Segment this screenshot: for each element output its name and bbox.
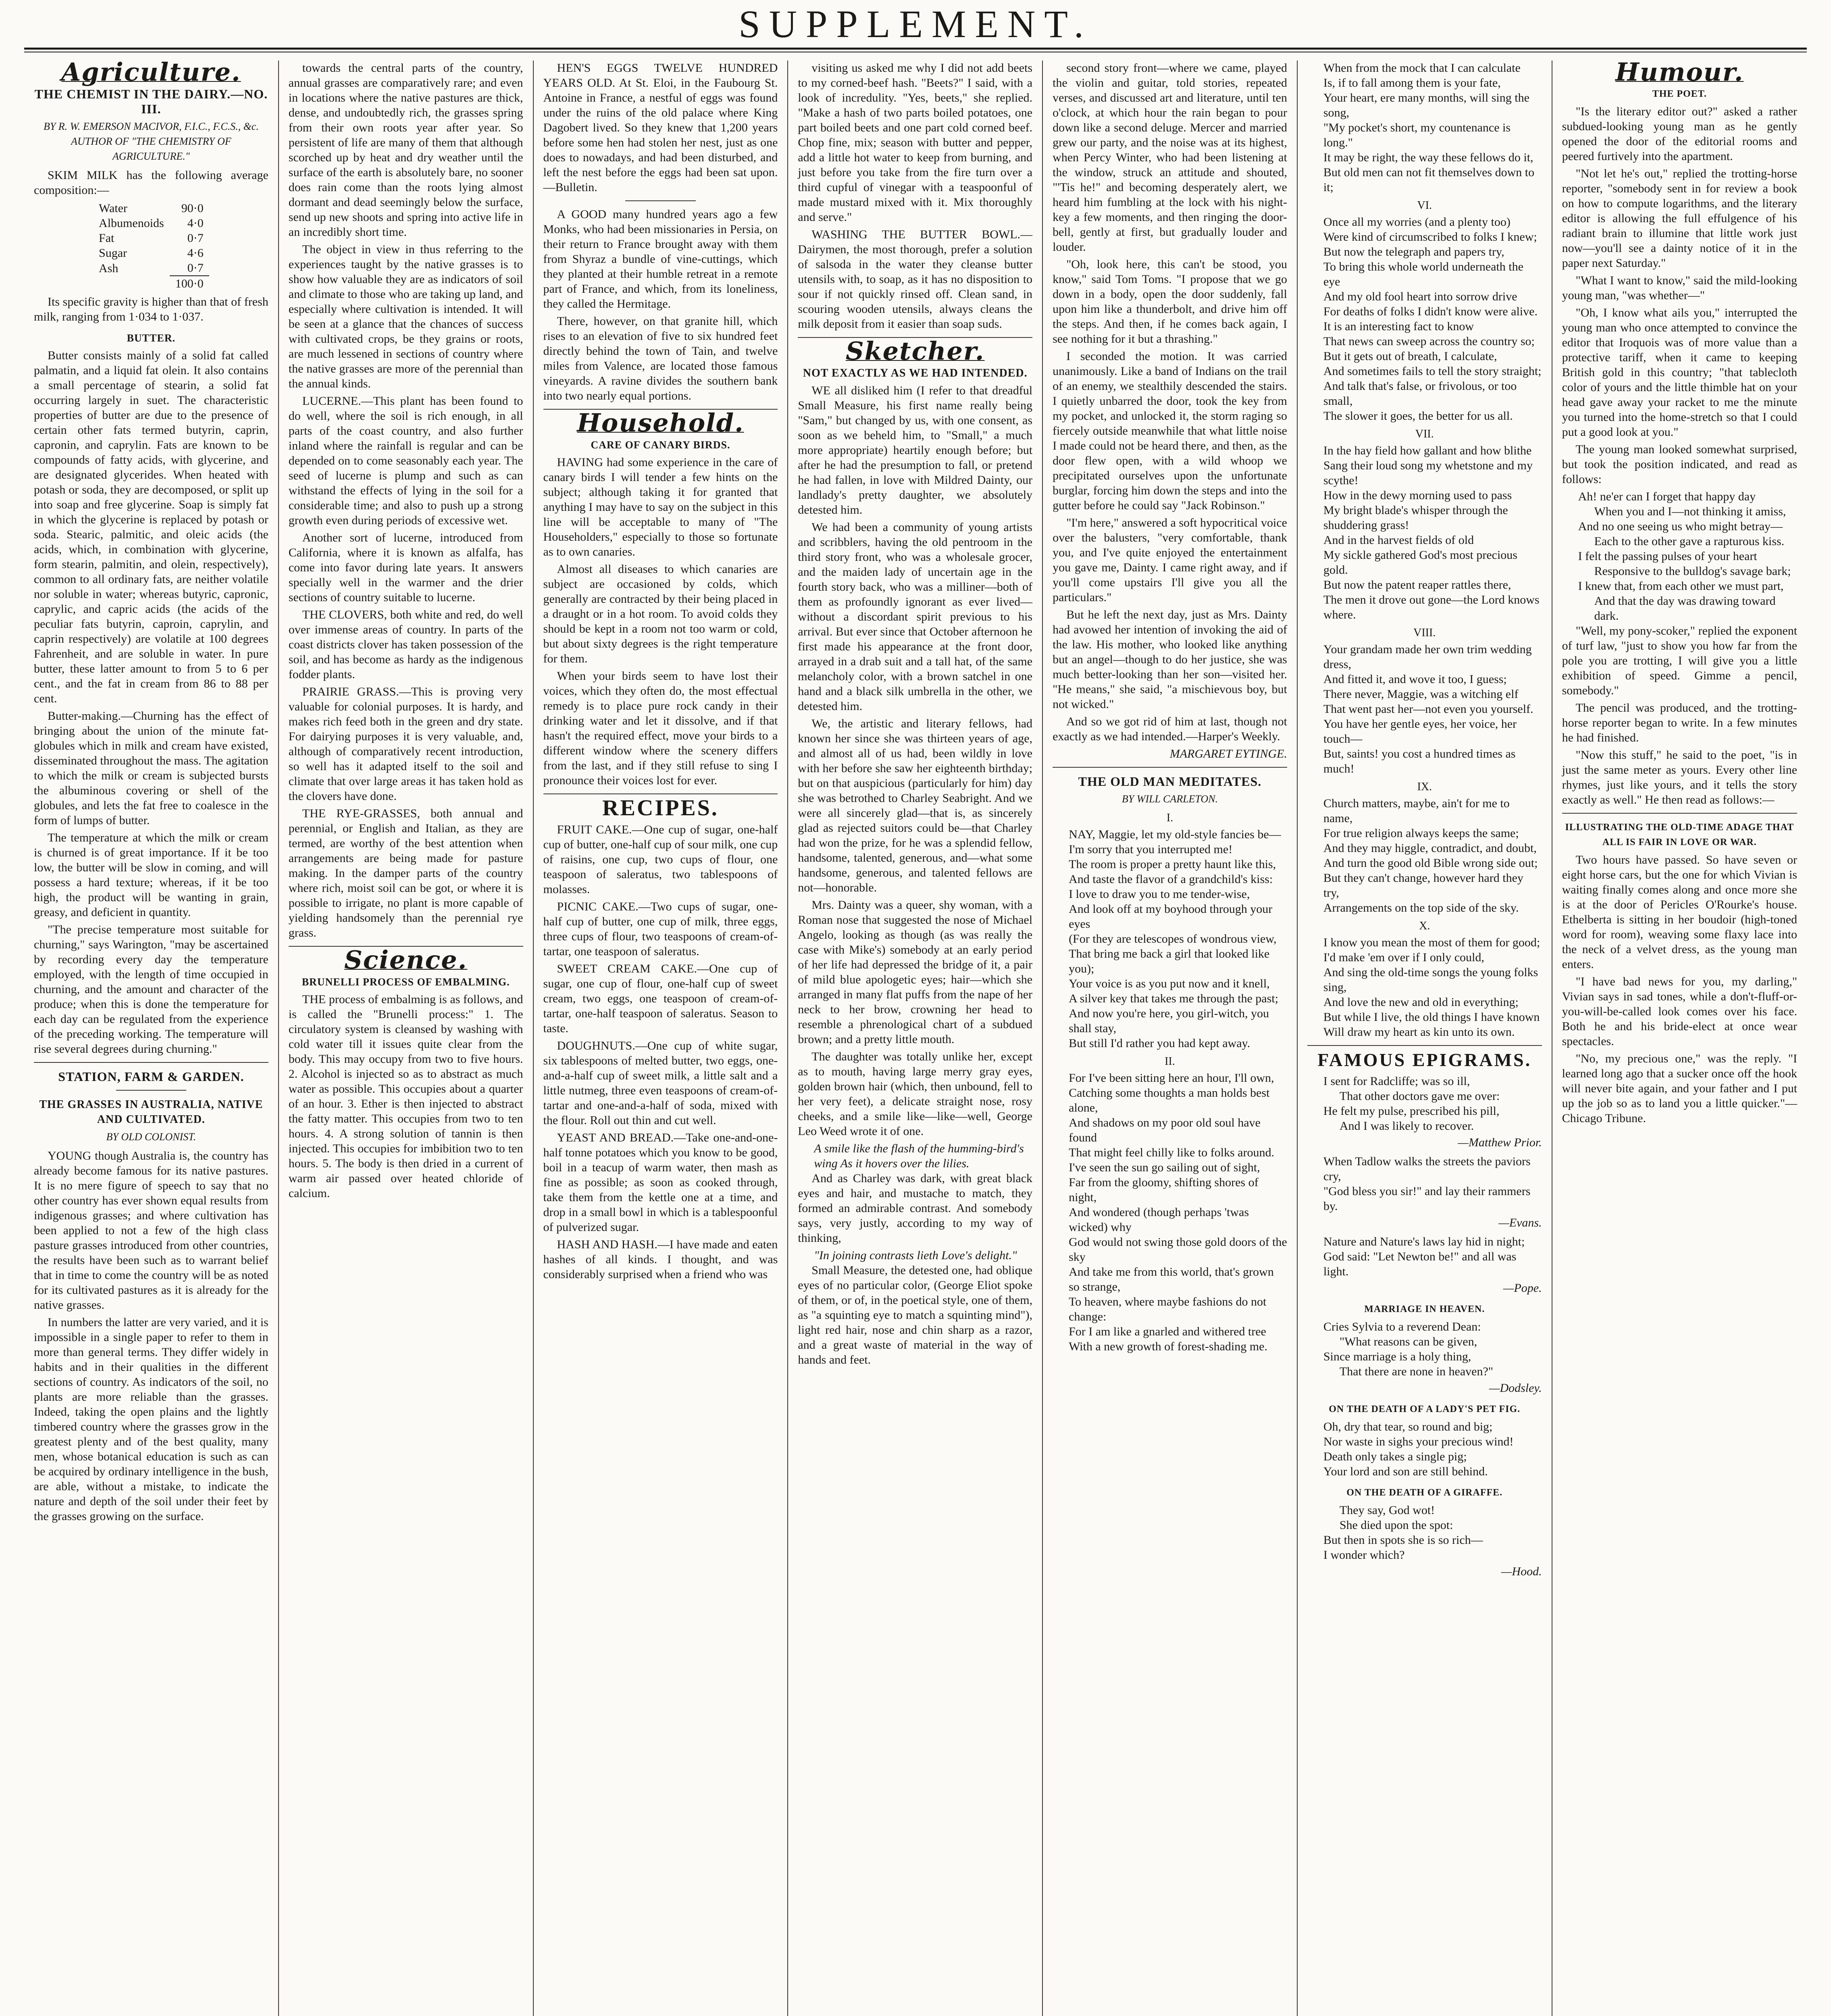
- article-title: THE POET.: [1652, 89, 1707, 99]
- article-title: NOT EXACTLY AS WE HAD INTENDED.: [803, 367, 1028, 379]
- table-cell: Sugar: [99, 246, 127, 260]
- recipe: [543, 1237, 778, 1282]
- column-3: [534, 60, 789, 2016]
- paragraph: And so we got rid of him at last, though not exactly as we had intended.—Harper's Weekly.: [1053, 715, 1287, 743]
- verse-line: NAY, Maggie, let my old-style fancies be—: [1069, 828, 1281, 841]
- paragraph: HAVING had some experience in the care of canary birds I will tender a few hints on the subject; although taking it for granted that anything I may have to say on the subject in this line will be acceptable to many of "The Householders," especially to those so fortunate as to own canaries.: [543, 456, 778, 558]
- paragraph: Two hours have passed. So have seven or eight horse cars, but the one for which Vivian is waiting finally comes along and once more she is at the door of Pericles O'Rourke's house. Ethelberta is sitting in her boudoir (high-toned word for room), weaving some flaxy lace into the neck of a velvet dress, as the young man enters.: [1562, 853, 1798, 971]
- verse-line: Responsive to the bulldog's savage bark;: [1594, 564, 1791, 578]
- verse-line: Far from the gloomy, shifting shores of night,: [1069, 1176, 1259, 1204]
- verse-line: And shadows on my poor old soul have found: [1069, 1116, 1261, 1144]
- paragraph: Almost all diseases to which canaries are subject are occasioned by colds, which generally are contracted by their being placed in a draught or in a hot room. To avoid colds they should be kept in a room not too warm or cold, but about sixty degrees is the right temperature for them.: [543, 562, 778, 665]
- column-6: [1298, 60, 1552, 2016]
- verse-line: I've seen the sun go sailing out of sight,: [1069, 1161, 1260, 1174]
- verse-line: I'd make 'em over if I only could,: [1323, 951, 1484, 964]
- paragraph: LUCERNE.—This plant has been found to do well, where the soil is rich enough, in all parts of the coast country, and also further inland where the rainfall is regular and can be depended on to come seasonably each year. The seed of lucerne is plump and such as can withstand the effects of lying in the soil for a considerable time; and also to push up a strong growth even during periods of excessive wet.: [288, 394, 523, 527]
- paragraph: PRAIRIE GRASS.—This is proving very valuable for colonial purposes. It is hardy, and makes rich feed both in the green and dry state. For dairying purposes it is very valuable, and, although of comparatively recent introduction, so well has it adapted itself to the soil and climate that over large areas it has taken hold as the clovers have done.: [288, 685, 523, 803]
- recipe-text: —One cup of sugar, one cup of flour, one-half cup of sweet cream, two eggs, one teaspoon of cream-of-tartar, one-half teaspoon of saleratus. Season to taste.: [543, 962, 778, 1035]
- verse-line: You have her gentle eyes, her voice, her touch—: [1323, 717, 1517, 746]
- verse-line: Church matters, maybe, ain't for me to name,: [1323, 797, 1510, 825]
- verse-line: But still I'd rather you had kept away.: [1069, 1037, 1250, 1050]
- paragraph: Butter-making.—Churning has the effect of bringing about the union of the minute fat-globules which in milk and cream have existed, disseminated throughout the mass. The agitation to which the milk or cream is subjected bursts the albuminous covering or shell of the globules, and lets the fat free to coalesce in the form of lumps of butter.: [34, 709, 268, 827]
- verse-line: But while I live, the old things I have known: [1323, 1010, 1540, 1024]
- verse-line: There never, Maggie, was a witching elf: [1323, 687, 1519, 701]
- verse-line: Nature and Nature's laws lay hid in night;: [1323, 1235, 1525, 1248]
- stanza-number: I.: [1166, 812, 1174, 824]
- quote: "In joining contrasts lieth Love's delight.": [814, 1249, 1017, 1262]
- paragraph: "I have bad news for you, my darling," Vivian says in sad tones, while a don't-fluff-or-you-will-be-called look comes over his face. Both he and his bride-elect at once wear spectacles.: [1562, 975, 1798, 1048]
- author-signature: MARGARET EYTINGE.: [1169, 747, 1287, 760]
- verse-line: And taste the flavor of a grandchild's kiss:: [1069, 873, 1273, 886]
- table-row: [93, 246, 209, 260]
- table-row: [93, 201, 209, 216]
- verse-line: And sometimes fails to tell the story straight;: [1323, 364, 1542, 378]
- verse-line: Sang their loud song my whetstone and my scythe!: [1323, 459, 1533, 487]
- article-title: THE CHEMIST IN THE DAIRY.—NO. III.: [34, 87, 268, 116]
- section-heading-recipes: RECIPES.: [602, 796, 719, 821]
- paragraph: We, the artistic and literary fellows, had known her since she was thirteen years of age, and almost all of us had, been wildly in love with her before she saw her eighteenth birthday; but on that auspicious (particularly for him) day she was betrothed to Charley Seabright. And we were all sincerely glad—that is, as sincerely glad as rejected suitors could be—that Charley had won the prize, for he was a splendid fellow, handsome, talented, generous, and—what some handsome, generous, and talented fellows are not—honorable.: [798, 717, 1033, 894]
- column-4: [788, 60, 1043, 2016]
- epigram-author: —Hood.: [1501, 1565, 1542, 1578]
- divider: [1307, 1045, 1542, 1046]
- verse-line: Your lord and son are still behind.: [1323, 1465, 1488, 1478]
- verse-line: That news can sweep across the country so;: [1323, 335, 1535, 348]
- verse-line: For deaths of folks I didn't know were alive.: [1323, 305, 1538, 318]
- composition-table: [93, 201, 209, 291]
- column-7: [1552, 60, 1807, 2016]
- poem-title: THE OLD MAN MEDITATES.: [1078, 774, 1262, 789]
- verse-line: "My pocket's short, my countenance is long.": [1323, 121, 1511, 149]
- section-heading-science: Science.: [344, 945, 468, 975]
- recipe-text: —One cup of sugar, one-half cup of butter, one-half cup of sour milk, one cup of raisins, one cup, two cups of flour, one teaspoon of saleratus, two tablespoons of molasses.: [543, 823, 778, 896]
- verse-line: That bring me back a girl that looked like you);: [1069, 947, 1270, 975]
- verse-line: But then in spots she is so rich—: [1323, 1533, 1483, 1547]
- verse-line: The men it drove out gone—the Lord knows where.: [1323, 593, 1540, 621]
- paragraph: towards the central parts of the country, annual grasses are comparatively rare; and even in locations where the native pastures are thick, dense, and undoubtedly rich, the grasses spring from their own roots year after year. So persistent of life are many of them that although scorched up by heat and dry weather until the surface of the earth is absolutely bare, no sooner does rain come than the roots lying almost dormant and dead seemingly below the surface, send up new shoots and spring into active life in an incredibly short time.: [288, 61, 523, 239]
- verse-line: And they may higgle, contradict, and doubt,: [1323, 841, 1537, 855]
- table-row: [93, 231, 209, 246]
- verse-line: Cries Sylvia to a reverend Dean:: [1323, 1320, 1481, 1333]
- verse-line: And fitted it, and wove it too, I guess;: [1323, 673, 1507, 686]
- recipe-title: HASH AND HASH.: [557, 1238, 657, 1251]
- table-row: [93, 216, 209, 231]
- paragraph: THE CLOVERS, both white and red, do well over immense areas of country. In parts of the coast districts clover has taken possession of the soil, and has become as hardy as the indigenous fodder plants.: [288, 608, 523, 681]
- verse-line: God said: "Let Newton be!" and all was light.: [1323, 1250, 1517, 1278]
- table-cell: 100·0: [170, 276, 209, 291]
- verse-line: God would not swing those gold doors of the sky: [1069, 1235, 1287, 1264]
- paragraph: Its specific gravity is higher than that of fresh milk, ranging from 1·034 to 1·037.: [34, 295, 268, 323]
- verse-line: And talk that's false, or frivolous, or too small,: [1323, 379, 1517, 408]
- table-cell: 90·0: [181, 202, 204, 215]
- verse-line: Your heart, ere many months, will sing the song,: [1323, 91, 1529, 119]
- divider: [116, 1090, 187, 1091]
- table-cell: Ash: [99, 261, 119, 275]
- paragraph: The temperature at which the milk or cream is churned is of great importance. If it be too low, the butter will be slow in coming, and will possess a hard texture; whereas, if it be too high, the product will be wanting in grain, greasy, and deficient in quantity.: [34, 831, 268, 919]
- verse-line: Your voice is as you put now and it knell,: [1069, 977, 1270, 990]
- paragraph: WE all disliked him (I refer to that dreadful Small Measure, his first name really being "Sam," but changed by us, with one consent, as soon as we beheld him, to "Small," a much more appropriate) heartily enough before; but after he had the presumption to fall, or pretend he had fallen, in love with Mildred Dainty, our landlady's pretty daughter, we absolutely detested him.: [798, 384, 1033, 516]
- paragraph: We had been a community of young artists and scribblers, having the old pentroom in the third story front, who was a wholesale grocer, and the maiden lady of uncertain age in the fourth story back, who was a milliner—both of them as profoundly ignorant as ever lived—without a discordant spirit previous to his arrival. But ever since that October afternoon he first made his appearance at the front door, arrayed in a drab suit and a tall hat, of the same melancholy color, with a brown satchel in one hand and a black silk umbrella in the other, we detested him.: [798, 521, 1033, 713]
- column-5: [1043, 60, 1298, 2016]
- epigram-author: —Dodsley.: [1489, 1381, 1542, 1395]
- subheading-butter: BUTTER.: [127, 332, 176, 344]
- recipe: [543, 961, 778, 1036]
- recipe-text: —One cup of white sugar, six tablespoons of melted butter, two eggs, one-and-a-half cup of sweet milk, a little salt and a little nutmeg, three even teaspoons of cream-of-tartar and one-and-a-half of soda, mixed with the flour. Roll out thin and cut well.: [543, 1039, 778, 1127]
- paragraph: HEN'S EGGS TWELVE HUNDRED YEARS OLD. At St. Eloi, in the Faubourg St. Antoine in France, a nestful of eggs was found under the ruins of the old palace where King Dagobert lived. So they knew that 1,200 years before some hen had stolen her nest, just as one does to nowadays, and had been disturbed, and left the nest before the eggs had been sat upon.—Bulletin.: [543, 61, 778, 194]
- quote: A smile like the flash of the humming-bird's wing As it hovers over the lilies.: [814, 1142, 1024, 1170]
- verse-line: He felt my pulse, prescribed his pill,: [1323, 1104, 1500, 1118]
- paragraph: There, however, on that granite hill, which rises to an elevation of five to six hundred feet directly behind the town of Tain, and twelve miles from Valence, are located those famous vineyards. A ravine divides the southern bank into two nearly equal portions.: [543, 314, 778, 402]
- verse-line: But old men can not fit themselves down to it;: [1323, 166, 1535, 194]
- paragraph: WASHING THE BUTTER BOWL.—Dairymen, the most thorough, prefer a solution of salsoda in the water they cleanse butter utensils with, to soap, as it has no disposition to sour if not quickly rinsed off. Clean sand, in scouring wooden utensils, always cleans the milk deposit from it easier than soap suds.: [798, 228, 1033, 331]
- divider: [1053, 767, 1287, 768]
- epigram-author: —Evans.: [1498, 1216, 1542, 1229]
- verse-line: I love to draw you to me tender-wise,: [1069, 887, 1250, 901]
- table-cell: 0·7: [187, 231, 204, 245]
- verse-line: But they can't change, however hard they try,: [1323, 871, 1523, 900]
- paragraph: Small Measure, the detested one, had oblique eyes of no particular color, (George Eliot spoke of them, or of, in the poetical style, one of them, as "a squinting eye to match a squinting mind"), light red hair, nose and chin sharp as a razor, and a great waste of material in the way of hands and feet.: [798, 1264, 1033, 1366]
- article-title: ILLUSTRATING THE OLD-TIME ADAGE THAT ALL IS FAIR IN LOVE OR WAR.: [1565, 822, 1794, 848]
- section-heading-sketcher: Sketcher.: [845, 336, 985, 366]
- article-title: BRUNELLI PROCESS OF EMBALMING.: [302, 976, 510, 988]
- recipe-text: —Two cups of sugar, one-half cup of butter, one cup of milk, three eggs, three cups of flour, two teaspoons of cream-of-tartar, one teaspoon of saleratus.: [543, 900, 778, 958]
- recipe: [543, 899, 778, 959]
- paragraph: The daughter was totally unlike her, except as to mouth, having large merry gray eyes, golden brown hair (which, then unbound, fell to her very feet), a delicate straight nose, rosy cheeks, and a smile like—like—well, George Leo Weed wrote it of one.: [798, 1050, 1033, 1138]
- verse-line: And love the new and old in everything;: [1323, 996, 1519, 1009]
- verse-line: That there are none in heaven?": [1339, 1365, 1494, 1378]
- verse-line: She died upon the spot:: [1339, 1518, 1453, 1532]
- recipe: [543, 822, 778, 897]
- verse-line: I sent for Radcliffe; was so ill,: [1323, 1075, 1470, 1088]
- paragraph: And as Charley was dark, with great black eyes and hair, and mustache to match, they formed an admirable contrast. And somebody says, very justly, according to my way of thinking,: [798, 1172, 1033, 1245]
- paragraph: THE process of embalming is as follows, and is called the "Brunelli process:" 1. The circulatory system is cleansed by washing with cold water till it issues quite clear from the body. This may occupy from two to five hours. 2. Alcohol is injected so as to abstract as much water as possible. This occupies about a quarter of an hour. 3. Ether is then injected to abstract the fatty matter. This occupies from two to ten hours. 4. A strong solution of tannin is then injected. This occupies for imbibition two to ten hours. 5. The body is then dried in a current of warm air passed over heated chloride of calcium.: [288, 993, 523, 1200]
- verse-line: To heaven, where maybe fashions do not change:: [1069, 1295, 1267, 1323]
- table-cell: [93, 276, 170, 291]
- verse-line: And I was likely to recover.: [1339, 1119, 1474, 1133]
- section-heading-epigrams: FAMOUS EPIGRAMS.: [1317, 1050, 1532, 1070]
- paragraph: I seconded the motion. It was carried unanimously. Like a band of Indians on the trail of an enemy, we stealthily descended the stairs. I quietly unbarred the door, took the key from my pocket, and unlocked it, the storm raging so fiercely outside meanwhile that what little noise I made could not be heard there, and then, as the door flew open, with a wild whoop we precipitated ourselves upon the unfortunate burglar, forcing him down the steps and into the gutter before he could say "Jack Robinson.": [1053, 350, 1287, 512]
- table-cell: Fat: [99, 231, 114, 245]
- verse-line: I felt the passing pulses of your heart: [1578, 550, 1757, 563]
- top-rule: [24, 48, 1807, 50]
- verse-line: And turn the good old Bible wrong side out;: [1323, 856, 1538, 870]
- verse-line: To bring this whole world underneath the eye: [1323, 260, 1523, 288]
- paragraph: The pencil was produced, and the trotting-horse reporter began to write. In a few minutes he had finished.: [1562, 701, 1798, 744]
- table-row: [93, 260, 209, 276]
- paragraph: "Not let he's out," replied the trotting-horse reporter, "somebody sent in for review a book on how to compute logarithms, and the literary editor is allowing the full effulgence of his radiant brain to illumine that little work just now—you'll see a dainty notice of it in the paper next Saturday.": [1562, 167, 1798, 270]
- columns: [24, 60, 1807, 2016]
- paragraph: Mrs. Dainty was a queer, shy woman, with a Roman nose that suggested the nose of Michael Angelo, looking as though (as was really the case with Mike's) somebody at an early period of her life had depressed the bridge of it, a pair of mild blue apologetic eyes; hair—which she arranged in many flat puffs from the nape of her neck to her brow, crowning her head to resemble a phrenological chart of a subdued brown; and a pretty little mouth.: [798, 898, 1033, 1046]
- stanza-number: VIII.: [1413, 627, 1436, 639]
- verse-line: "What reasons can be given,: [1339, 1335, 1477, 1348]
- verse-line: (For they are telescopes of wondrous view,: [1069, 932, 1277, 946]
- verse-line: For true religion always keeps the same;: [1323, 827, 1519, 840]
- page-title: SUPPLEMENT.: [739, 2, 1092, 46]
- verse-line: But now the patent reaper rattles there,: [1323, 578, 1511, 591]
- verse-line: In the hay field how gallant and how blithe: [1323, 444, 1532, 457]
- recipe-title: YEAST AND BREAD.: [557, 1131, 674, 1144]
- verse-line: And my old fool heart into sorrow drive: [1323, 290, 1517, 303]
- epigram-author: —Matthew Prior.: [1458, 1136, 1542, 1149]
- verse-line: My sickle gathered God's most precious gold.: [1323, 548, 1517, 577]
- article-title: THE GRASSES IN AUSTRALIA, NATIVE AND CULTIVATED.: [39, 1098, 263, 1126]
- verse-line: The slower it goes, the better for us all.: [1323, 409, 1513, 423]
- verse-line: And sing the old-time songs the young folks sing,: [1323, 966, 1538, 994]
- verse-line: Death only takes a single pig;: [1323, 1450, 1467, 1463]
- verse-line: But, saints! you cost a hundred times as much!: [1323, 747, 1516, 775]
- verse-line: Catching some thoughts a man holds best alone,: [1069, 1086, 1270, 1114]
- section-heading-station: STATION, FARM & GARDEN.: [58, 1069, 244, 1084]
- verse-line: For I am like a gnarled and withered tree: [1069, 1325, 1266, 1338]
- recipe-title: DOUGHNUTS.: [557, 1039, 635, 1052]
- section-heading-agriculture: Agriculture.: [61, 60, 241, 87]
- verse-line: And look off at my boyhood through your eyes: [1069, 902, 1273, 931]
- epigram-title: ON THE DEATH OF A LADY'S PET FIG.: [1329, 1404, 1521, 1414]
- verse-line: Ah! ne'er can I forget that happy day: [1578, 490, 1756, 503]
- verse-line: It is an interesting fact to know: [1323, 320, 1474, 333]
- recipe-title: PICNIC CAKE.: [557, 900, 639, 913]
- stanza-number: II.: [1165, 1055, 1175, 1068]
- stanza-number: IX.: [1417, 781, 1432, 793]
- verse-line: And wondered (though perhaps 'twas wicked) why: [1069, 1206, 1249, 1234]
- verse-line: I knew that, from each other we must part,: [1578, 579, 1784, 593]
- paragraph: In numbers the latter are very varied, and it is impossible in a single paper to refer to them in more than general terms. They differ widely in habits and in their qualities in the different sections of country. As indicators of the soil, no plants are more reliable than the grasses. Indeed, taking the open plains and the lightly timbered country where the grasses grow in the greatest plenty and of the best quality, many men, whose botanical education is such as can be acquired by ordinary intelligence in the bush, are able, without a mistake, to indicate the nature and depth of the soil under their feet by the grasses growing on the surface.: [34, 1316, 268, 1523]
- table-cell: 4·0: [187, 217, 204, 230]
- table-cell: 4·6: [187, 246, 204, 260]
- paragraph: The young man looked somewhat surprised, but took the position indicated, and read as follows:: [1562, 443, 1798, 486]
- verse-line: Were kind of circumscribed to folks I knew;: [1323, 230, 1537, 244]
- column-1: [24, 60, 279, 2016]
- recipe: [543, 1130, 778, 1235]
- recipe: [543, 1038, 778, 1128]
- verse-line: I know you mean the most of them for good;: [1323, 936, 1540, 949]
- paragraph: But he left the next day, just as Mrs. Dainty had avowed her intention of invoking the aid of the law. His mother, who looked like anything but an angel—though to do her justice, she was much better-looking than her son—visited her. "He means," she said, "a mischievous boy, but not wicked.": [1053, 608, 1287, 711]
- verse-line: But now the telegraph and papers try,: [1323, 245, 1504, 258]
- paragraph: A GOOD many hundred years ago a few Monks, who had been missionaries in Persia, on their return to France brought away with them from Shyraz a bundle of vine-cuttings, which they planted at their humble retreat in a remote part of France, and which, from its loneliness, they called the Hermitage.: [543, 208, 778, 310]
- paragraph: Butter consists mainly of a solid fat called palmatin, and a liquid fat olein. It also contains a small percentage of stearin, a solid fat occurring largely in suet. The characteristic properties of butter are due to the presence of certain other fats termed butyrin, caprin, capronin, and caprylin. Fats are known to be compounds of fatty acids, with glycerine, and are designated glycerides. When heated with potash or soda, they are decomposed, or split up into soap and free glycerine. Soap is simply fat in which the glycerine is replaced by potash or soda. Stearic, palmitic, and oleic acids (the acids, which, in combination with glycerine, form stearin, palmitin, and olein, respectively), common to all ordinary fats, are neither volatile nor soluble in water; whereas butyric, capronic, caprylic, and capric acids (the acids of the peculiar fats butyrin, caproin, caprylin, and caprin respectively) are volatile at 100 degrees Fahrenheit, and are soluble in water. In pure butter, these latter amount to from 5 to 6 per cent., and the fat in cream from 86 to 88 per cent.: [34, 349, 268, 705]
- recipe-title: FRUIT CAKE.: [557, 823, 632, 836]
- verse-line: Nor waste in sighs your precious wind!: [1323, 1435, 1514, 1448]
- divider: [1562, 813, 1797, 814]
- paragraph: "Now this stuff," he said to the poet, "is in just the same meter as yours. Every other line rhymes, just like yours, and it tells the story exactly as well." He then read as follows:—: [1562, 748, 1798, 806]
- column-2: [279, 60, 534, 2016]
- masthead: [0, 0, 1831, 48]
- verse-line: The room is proper a pretty haunt like this,: [1069, 858, 1276, 871]
- section-heading-household: Household.: [577, 408, 744, 437]
- paragraph: "Well, my pony-scoker," replied the exponent of turf law, "just to show you how far from the pole you are trotting, I will give you a little exhibition of speed. Gimme a pencil, somebody.": [1562, 624, 1798, 697]
- article-byline: BY OLD COLONIST.: [106, 1131, 196, 1143]
- paragraph: YOUNG though Australia is, the country has already become famous for its native pastures. It is no mere figure of speech to say that no other country has ever shown equal results from indigenous grasses; and where cultivation has been applied to not a few of the high class pasture grasses introduced from other countries, the results have been such as to warrant belief that in time to come the country will be as noted for its cultivated pastures as it is already for the native grasses.: [34, 1149, 268, 1312]
- paragraph: The object in view in thus referring to the experiences taught by the native grasses is to show how valuable they are as indicators of soil and climate to those who are taking up land, and especially where cultivation is intended. It will be seen at a glance that the chances of success with cultivated crops, be they grains or roots, are much lessened in sections of country where the native grasses are more of the perennial than the annual kinds.: [288, 243, 523, 390]
- verse-line: I wonder which?: [1323, 1548, 1405, 1562]
- table-row: [93, 276, 209, 291]
- stanza-number: VII.: [1415, 428, 1434, 440]
- recipe-text: —I have made and eaten hashes of all kinds. I thought, and was considerably surprised when a friend who was: [543, 1238, 778, 1281]
- epigram-title: ON THE DEATH OF A GIRAFFE.: [1346, 1487, 1503, 1498]
- verse-line: That other doctors gave me over:: [1339, 1089, 1500, 1103]
- poem-byline: BY WILL CARLETON.: [1121, 793, 1218, 805]
- verse-line: That went past her—not even you yourself.: [1323, 702, 1533, 716]
- stanza-number: VI.: [1417, 199, 1432, 212]
- verse-line: And that the day was drawing toward dark.: [1594, 594, 1776, 623]
- verse-line: "God bless you sir!" and lay their rammers by.: [1323, 1185, 1531, 1213]
- verse-line: That might feel chilly like to folks around.: [1069, 1146, 1274, 1159]
- paragraph: Another sort of lucerne, introduced from California, where it is known as alfalfa, has come into favor during late years. It answers specially well in the warmer and the drier sections of country suitable to lucerne.: [288, 531, 523, 604]
- paragraph: "The precise temperature most suitable for churning," says Warington, "may be ascertained by recording every day the temperature employed, with the length of time occupied in churning, and the amount and character of the produce; when this is done the temperature for each day can be regulated from the experience of the preceding working. The temperature will rise several degrees during churning.": [34, 923, 268, 1056]
- verse-line: And now you're here, you girl-witch, you shall stay,: [1069, 1007, 1269, 1035]
- verse-line: With a new growth of forest-shading me.: [1069, 1340, 1267, 1353]
- paragraph: SKIM MILK has the following average composition:—: [34, 169, 268, 197]
- table-cell: Albumenoids: [99, 217, 164, 230]
- divider: [543, 793, 778, 794]
- stanza-number: X.: [1419, 920, 1430, 932]
- verse-line: Since marriage is a holy thing,: [1323, 1350, 1471, 1363]
- verse-line: Arrangements on the top side of the sky.: [1323, 901, 1519, 914]
- paragraph: visiting us asked me why I did not add beets to my corned-beef hash. "Beets?" I said, with a look of incredulity. "Yes, beets," she replied. "Make a hash of two parts boiled potatoes, one part boiled beets and one part cold corned beef. Chop fine, mix; season with butter and pepper, add a little hot water to keep from burning, and just before you take from the fire turn over a third cupful of vinegar with a teaspoonful of made mustard mixed with it. Mix thoroughly and serve.": [798, 61, 1033, 224]
- verse-line: It may be right, the way these fellows do it,: [1323, 151, 1533, 164]
- verse-line: And take me from this world, that's grown so strange,: [1069, 1265, 1274, 1293]
- paragraph: "Oh, look here, this can't be stood, you know," said Tom Toms. "I propose that we go down in a body, open the door suddenly, fall upon him like a thunderbolt, and drive him off the steps. And then, if he comes back again, I see nothing for it but a thrashing.": [1053, 258, 1287, 346]
- paragraph: "No, my precious one," was the reply. "I learned long ago that a sucker once off the hook will never bite again, and your father and I put up the job so as to land you a little quicker."—Chicago Tribune.: [1562, 1052, 1798, 1125]
- paragraph: second story front—where we came, played the violin and guitar, told stories, repeated verses, and discussed art and literature, until ten o'clock, at which hour the rain began to pour down like a second deluge. Mercer and married grew our party, and the noise was at its highest, when Percy Winter, who had been listening at the window, struck an attitude and shouted, "'Tis he!" and becoming desperately alert, we heard him fumbling at the lock with his night-key a few moments, and then ringing the door-bell, gently at first, but gradually louder and louder.: [1053, 61, 1287, 254]
- verse-line: How in the dewy morning used to pass: [1323, 489, 1512, 502]
- verse-line: A silver key that takes me through the past;: [1069, 992, 1278, 1005]
- verse-line: Will draw my heart as kin unto its own.: [1323, 1025, 1515, 1039]
- article-byline: BY R. W. EMERSON MACIVOR, F.I.C., F.C.S., &c. AUTHOR OF "THE CHEMISTRY OF AGRICULTURE.": [43, 121, 259, 162]
- epigram-author: —Pope.: [1503, 1281, 1542, 1295]
- verse-line: And no one seeing us who might betray—: [1578, 520, 1783, 533]
- article-title: CARE OF CANARY BIRDS.: [591, 439, 730, 451]
- verse-line: Your grandam made her own trim wedding dress,: [1323, 643, 1532, 671]
- verse-line: And in the harvest fields of old: [1323, 533, 1474, 547]
- paragraph: "What I want to know," said the mild-looking young man, "was whether—": [1562, 274, 1798, 302]
- paragraph: "I'm here," answered a soft hypocritical voice over the balusters, "very comfortable, thank you, and I've quite enjoyed the entertainment you gave me, Dainty. I came right away, and if you'll come upstairs I'll give you all the particulars.": [1053, 516, 1287, 604]
- epigram-title: MARRIAGE IN HEAVEN.: [1364, 1304, 1485, 1314]
- verse-line: My bright blade's whisper through the shuddering grass!: [1323, 504, 1508, 532]
- verse-line: Once all my worries (and a plenty too): [1323, 215, 1511, 229]
- verse-line: I'm sorry that you interrupted me!: [1069, 843, 1233, 856]
- section-heading-humour: Humour.: [1615, 60, 1744, 87]
- paragraph: "Is the literary editor out?" asked a rather subdued-looking young man as he gently opened the door of the editorial rooms and peered furtively into the apartment.: [1562, 105, 1798, 163]
- verse-line: When Tadlow walks the streets the paviors cry,: [1323, 1155, 1531, 1183]
- divider: [625, 200, 696, 201]
- verse-line: They say, God wot!: [1339, 1504, 1435, 1517]
- verse-line: Is, if to fall among them is your fate,: [1323, 76, 1501, 90]
- table-cell: 0·7: [187, 261, 204, 275]
- verse-line: When from the mock that I can calculate: [1323, 61, 1521, 75]
- paragraph: When your birds seem to have lost their voices, which they often do, the most effectual remedy is to place pure rock candy in their drinking water and let it dissolve, and if that hasn't the required effect, move your birds to a different window where the scenery differs from the last, and if they still refuse to sing I pronounce their voices lost for ever.: [543, 669, 778, 787]
- divider: [34, 1062, 268, 1063]
- paragraph: THE RYE-GRASSES, both annual and perennial, or English and Italian, as they are termed, are worthy of the best attention when arrangements are being made for pasture making. In the damper parts of the country where rich, moist soil can be got, or where it is possible to irrigate, no plant is more capable of yielding handsomely than the perennial rye grass.: [288, 807, 523, 939]
- verse-line: For I've been sitting here an hour, I'll own,: [1069, 1071, 1274, 1085]
- verse-line: When you and I—not thinking it amiss,: [1594, 505, 1786, 518]
- verse-line: Each to the other gave a rapturous kiss.: [1594, 535, 1785, 548]
- recipe-text: —Take one-and-one-half tonne potatoes which you know to be good, boil in a teacup of warm water, then mash as fine as possible; as soon as cooked through, take them from the kettle one at a time, and drop in a small bowl in which is a tablespoonful of pulverized sugar.: [543, 1131, 778, 1234]
- verse-line: Oh, dry that tear, so round and big;: [1323, 1420, 1493, 1433]
- verse-line: But it gets out of breath, I calculate,: [1323, 350, 1497, 363]
- table-cell: Water: [99, 202, 127, 215]
- paragraph: "Oh, I know what ails you," interrupted the young man who once attempted to convince the editor that Iroquois was of more value than a protective tariff, when it came to keeping British gold in this country; "that tablecloth color of yours and the little thimble hat on your head gave away your racket to me the minute you turned into the home-stretch so that I could put a good look at you.": [1562, 306, 1798, 439]
- recipe-title: SWEET CREAM CAKE.: [557, 962, 697, 975]
